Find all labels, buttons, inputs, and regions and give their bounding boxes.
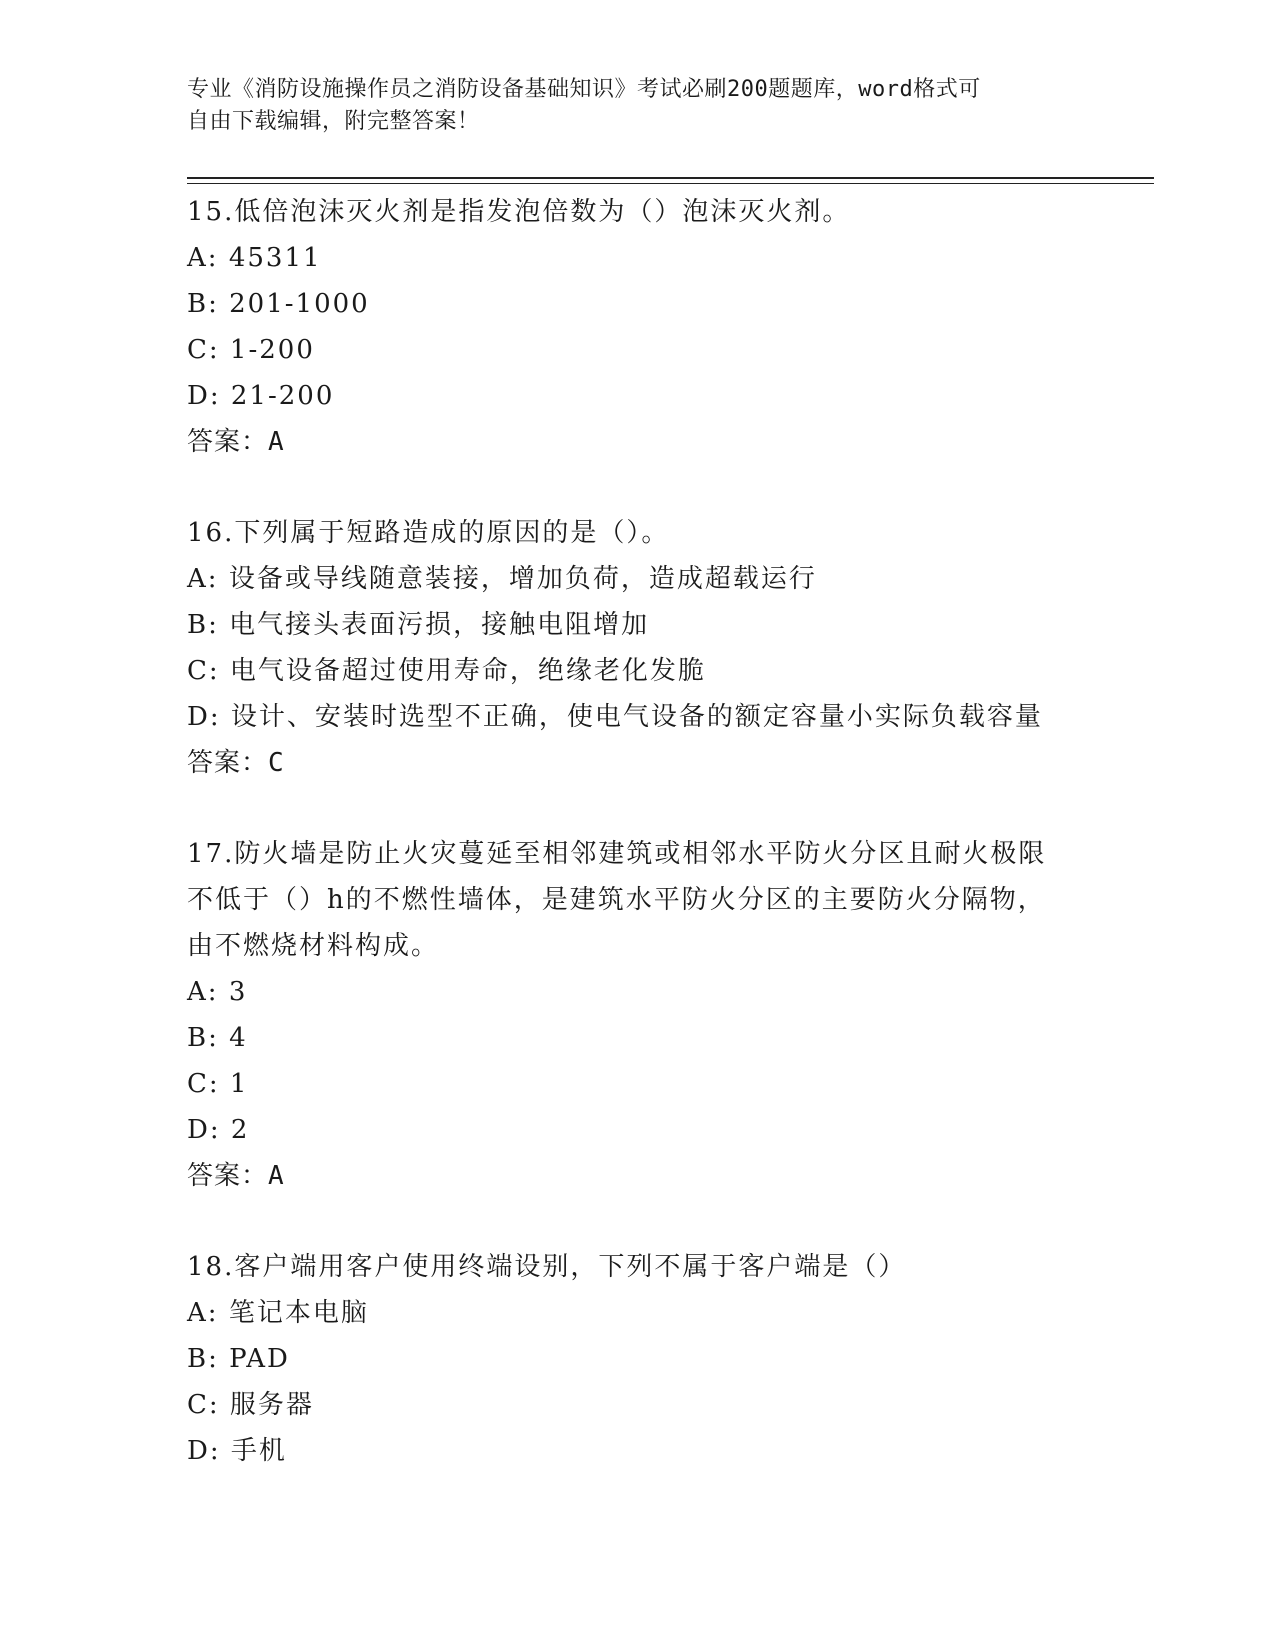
question-stem-line: 18.客户端用客户使用终端设别，下列不属于客户端是（） — [187, 1252, 907, 1282]
option-text: 21-200 — [230, 381, 335, 411]
question-option — [187, 373, 1087, 419]
header-divider-thick — [187, 177, 1154, 179]
option-text: 设计、安装时选型不正确，使电气设备的额定容量小实际负载容量 — [230, 702, 1043, 732]
option-text: 3 — [228, 977, 248, 1007]
question-option — [187, 602, 1087, 648]
question-option — [187, 694, 1087, 740]
option-text: 服务器 — [229, 1390, 314, 1420]
question-spacer — [187, 786, 1087, 831]
option-text: 1 — [229, 1069, 249, 1099]
option-text: 电气设备超过使用寿命，绝缘老化发脆 — [229, 656, 706, 686]
question-option — [187, 1061, 1087, 1107]
question-option — [187, 1336, 1087, 1382]
question-option — [187, 1015, 1087, 1061]
question-option — [187, 556, 1087, 602]
option-text: PAD — [229, 1344, 290, 1374]
question-option — [187, 327, 1087, 373]
question-block — [187, 1244, 1087, 1474]
option-text: 笔记本电脑 — [228, 1298, 369, 1328]
option-letter: A: — [187, 977, 219, 1007]
question-option — [187, 281, 1087, 327]
option-letter: D: — [187, 381, 221, 411]
option-letter: A: — [187, 1298, 219, 1328]
question-option — [187, 1382, 1087, 1428]
question-spacer — [187, 1199, 1087, 1244]
option-letter: C: — [187, 1390, 220, 1420]
option-letter: A: — [187, 564, 219, 594]
option-letter: C: — [187, 335, 220, 365]
header-line-1: 专业《消防设施操作员之消防设备基础知识》考试必刷200题题库，word格式可 — [187, 77, 981, 102]
question-stem-line: 17.防火墙是防止火灾蔓延至相邻建筑或相邻水平防火分区且耐火极限 — [187, 839, 1047, 869]
option-letter: B: — [187, 610, 219, 640]
answer-line: 答案：A — [187, 1161, 285, 1191]
answer-line: 答案：C — [187, 748, 285, 778]
option-text: 手机 — [230, 1436, 287, 1466]
option-letter: B: — [187, 289, 219, 319]
option-text: 2 — [230, 1115, 250, 1145]
option-text: 45311 — [228, 243, 322, 273]
option-text: 4 — [229, 1023, 248, 1053]
answer-line: 答案：A — [187, 427, 285, 457]
question-stem-line: 由不燃烧材料构成。 — [187, 931, 440, 961]
option-letter: A: — [187, 243, 219, 273]
question-spacer — [187, 465, 1087, 510]
question-block — [187, 831, 1087, 1199]
question-option — [187, 1107, 1087, 1153]
option-letter: B: — [187, 1023, 219, 1053]
option-text: 1-200 — [229, 335, 315, 365]
option-text: 电气接头表面污损，接触电阻增加 — [229, 610, 650, 640]
option-letter: D: — [187, 702, 221, 732]
document-header — [187, 74, 1087, 138]
question-option — [187, 969, 1087, 1015]
option-letter: D: — [187, 1115, 221, 1145]
option-letter: C: — [187, 656, 220, 686]
question-block — [187, 189, 1087, 465]
question-option — [187, 1290, 1087, 1336]
option-text: 设备或导线随意装接，增加负荷，造成超载运行 — [228, 564, 817, 594]
option-letter: B: — [187, 1344, 219, 1374]
question-stem-line: 16.下列属于短路造成的原因的是（）。 — [187, 518, 670, 548]
option-letter: C: — [187, 1069, 220, 1099]
question-list — [187, 189, 1087, 1474]
header-divider-thin — [187, 183, 1154, 184]
question-option — [187, 648, 1087, 694]
question-option — [187, 235, 1087, 281]
option-text: 201-1000 — [229, 289, 370, 319]
option-letter: D: — [187, 1436, 221, 1466]
question-option — [187, 1428, 1087, 1474]
question-block — [187, 510, 1087, 786]
question-stem-line: 15.低倍泡沫灭火剂是指发泡倍数为（）泡沫灭火剂。 — [187, 197, 851, 227]
header-line-2: 自由下载编辑，附完整答案！ — [187, 109, 480, 134]
question-stem-line: 不低于（）h的不燃性墙体，是建筑水平防火分区的主要防火分隔物， — [187, 885, 1046, 915]
